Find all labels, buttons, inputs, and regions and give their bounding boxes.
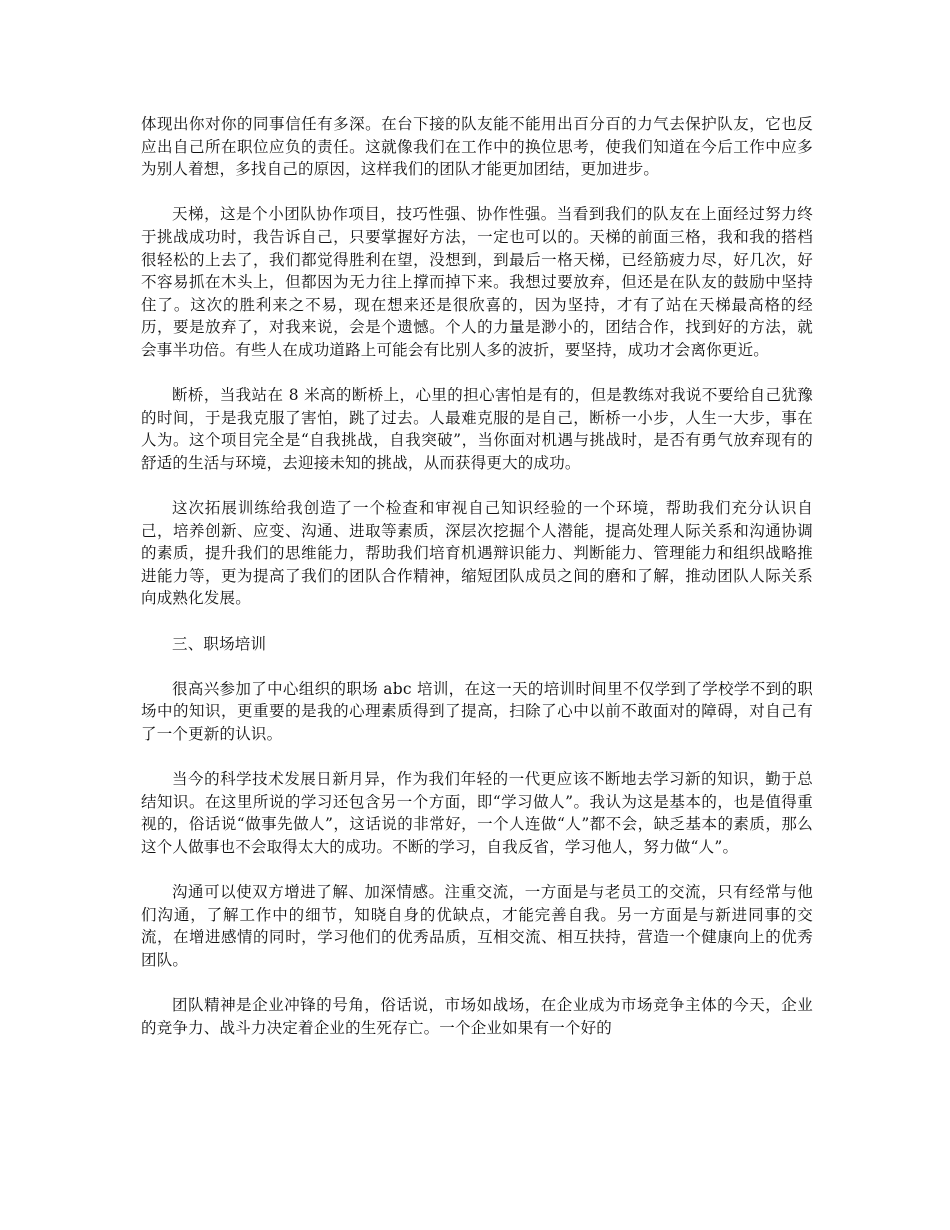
paragraph-trust: 体现出你对你的同事信任有多深。在台下接的队友能不能用出百分百的力气去保护队友，它也反应出自己所在职位应负的责任。这就像我们在工作中的换位思考，使我们知道在今后工作中应多为别人着想，多找自己的原因，这样我们的团队才能更加团结，更加进步。 — [141, 115, 813, 179]
paragraph-team-spirit: 团队精神是企业冲锋的号角，俗话说，市场如战场，在企业成为市场竞争主体的今天，企业的竞争力、战斗力决定着企业的生死存亡。一个企业如果有一个好的 — [141, 996, 813, 1037]
section-heading-workplace-training: 三、职场培训 — [172, 634, 267, 653]
document-body — [141, 113, 813, 1062]
paragraph-broken-bridge: 断桥，当我站在 8 米高的断桥上，心里的担心害怕是有的，但是教练对我说不要给自己犹豫的时间，于是我克服了害怕，跳了过去。人最难克服的是自己，断桥一小步，人生一大步，事在人为。这个项目完全是“自我挑战，自我突破”，当你面对机遇与挑战时，是否有勇气放弃现有的舒适的生活与环境，去迎接未知的挑战，从而获得更大的成功。 — [141, 386, 813, 472]
paragraph-learning: 当今的科学技术发展日新月异，作为我们年轻的一代更应该不断地去学习新的知识，勤于总结知识。在这里所说的学习还包含另一个方面，即“学习做人”。我认为这是基本的，也是值得重视的，俗话说“做事先做人”，这话说的非常好，一个人连做“人”都不会，缺乏基本的素质，那么这个人做事也不会取得太大的成功。不断的学习，自我反省，学习他人，努力做“人”。 — [141, 770, 813, 856]
paragraph-ladder: 天梯，这是个小团队协作项目，技巧性强、协作性强。当看到我们的队友在上面经过努力终于挑战成功时，我告诉自己，只要掌握好方法，一定也可以的。天梯的前面三格，我和我的搭档很轻松的上去了，我们都觉得胜利在望，没想到，到最后一格天梯，已经筋疲力尽，好几次，好不容易抓在木头上，但都因为无力往上撑而掉下来。我想过要放弃，但还是在队友的鼓励中坚持住了。这次的胜利来之不易，现在想来还是很欣喜的，因为坚持，才有了站在天梯最高格的经历，要是放弃了，对我来说，会是个遗憾。个人的力量是渺小的，团结合作，找到好的方法，就会事半功倍。有些人在成功道路上可能会有比别人多的波折，要坚持，成功才会离你更近。 — [141, 205, 813, 359]
paragraph-abc-training: 很高兴参加了中心组织的职场 abc 培训，在这一天的培训时间里不仅学到了学校学不到的职场中的知识，更重要的是我的心理素质得到了提高，扫除了心中以前不敢面对的障碍，对自己有了一个更新的认识。 — [141, 679, 813, 744]
paragraph-communication: 沟通可以使双方增进了解、加深情感。注重交流，一方面是与老员工的交流，只有经常与他们沟通，了解工作中的细节，知晓自身的优缺点，才能完善自我。另一方面是与新进同事的交流，在增进感情的同时，学习他们的优秀品质，互相交流、相互扶持，营造一个健康向上的优秀团队。 — [141, 883, 813, 969]
paragraph-training-summary: 这次拓展训练给我创造了一个检查和审视自己知识经验的一个环境，帮助我们充分认识自己，培养创新、应变、沟通、进取等素质，深层次挖掘个人潜能，提高处理人际关系和沟通协调的素质，提升我们的思维能力，帮助我们培育机遇辩识能力、判断能力、管理能力和组织战略推进能力等，更为提高了我们的团队合作精神，缩短团队成员之间的磨和了解，推动团队人际关系向成熟化发展。 — [141, 499, 813, 608]
